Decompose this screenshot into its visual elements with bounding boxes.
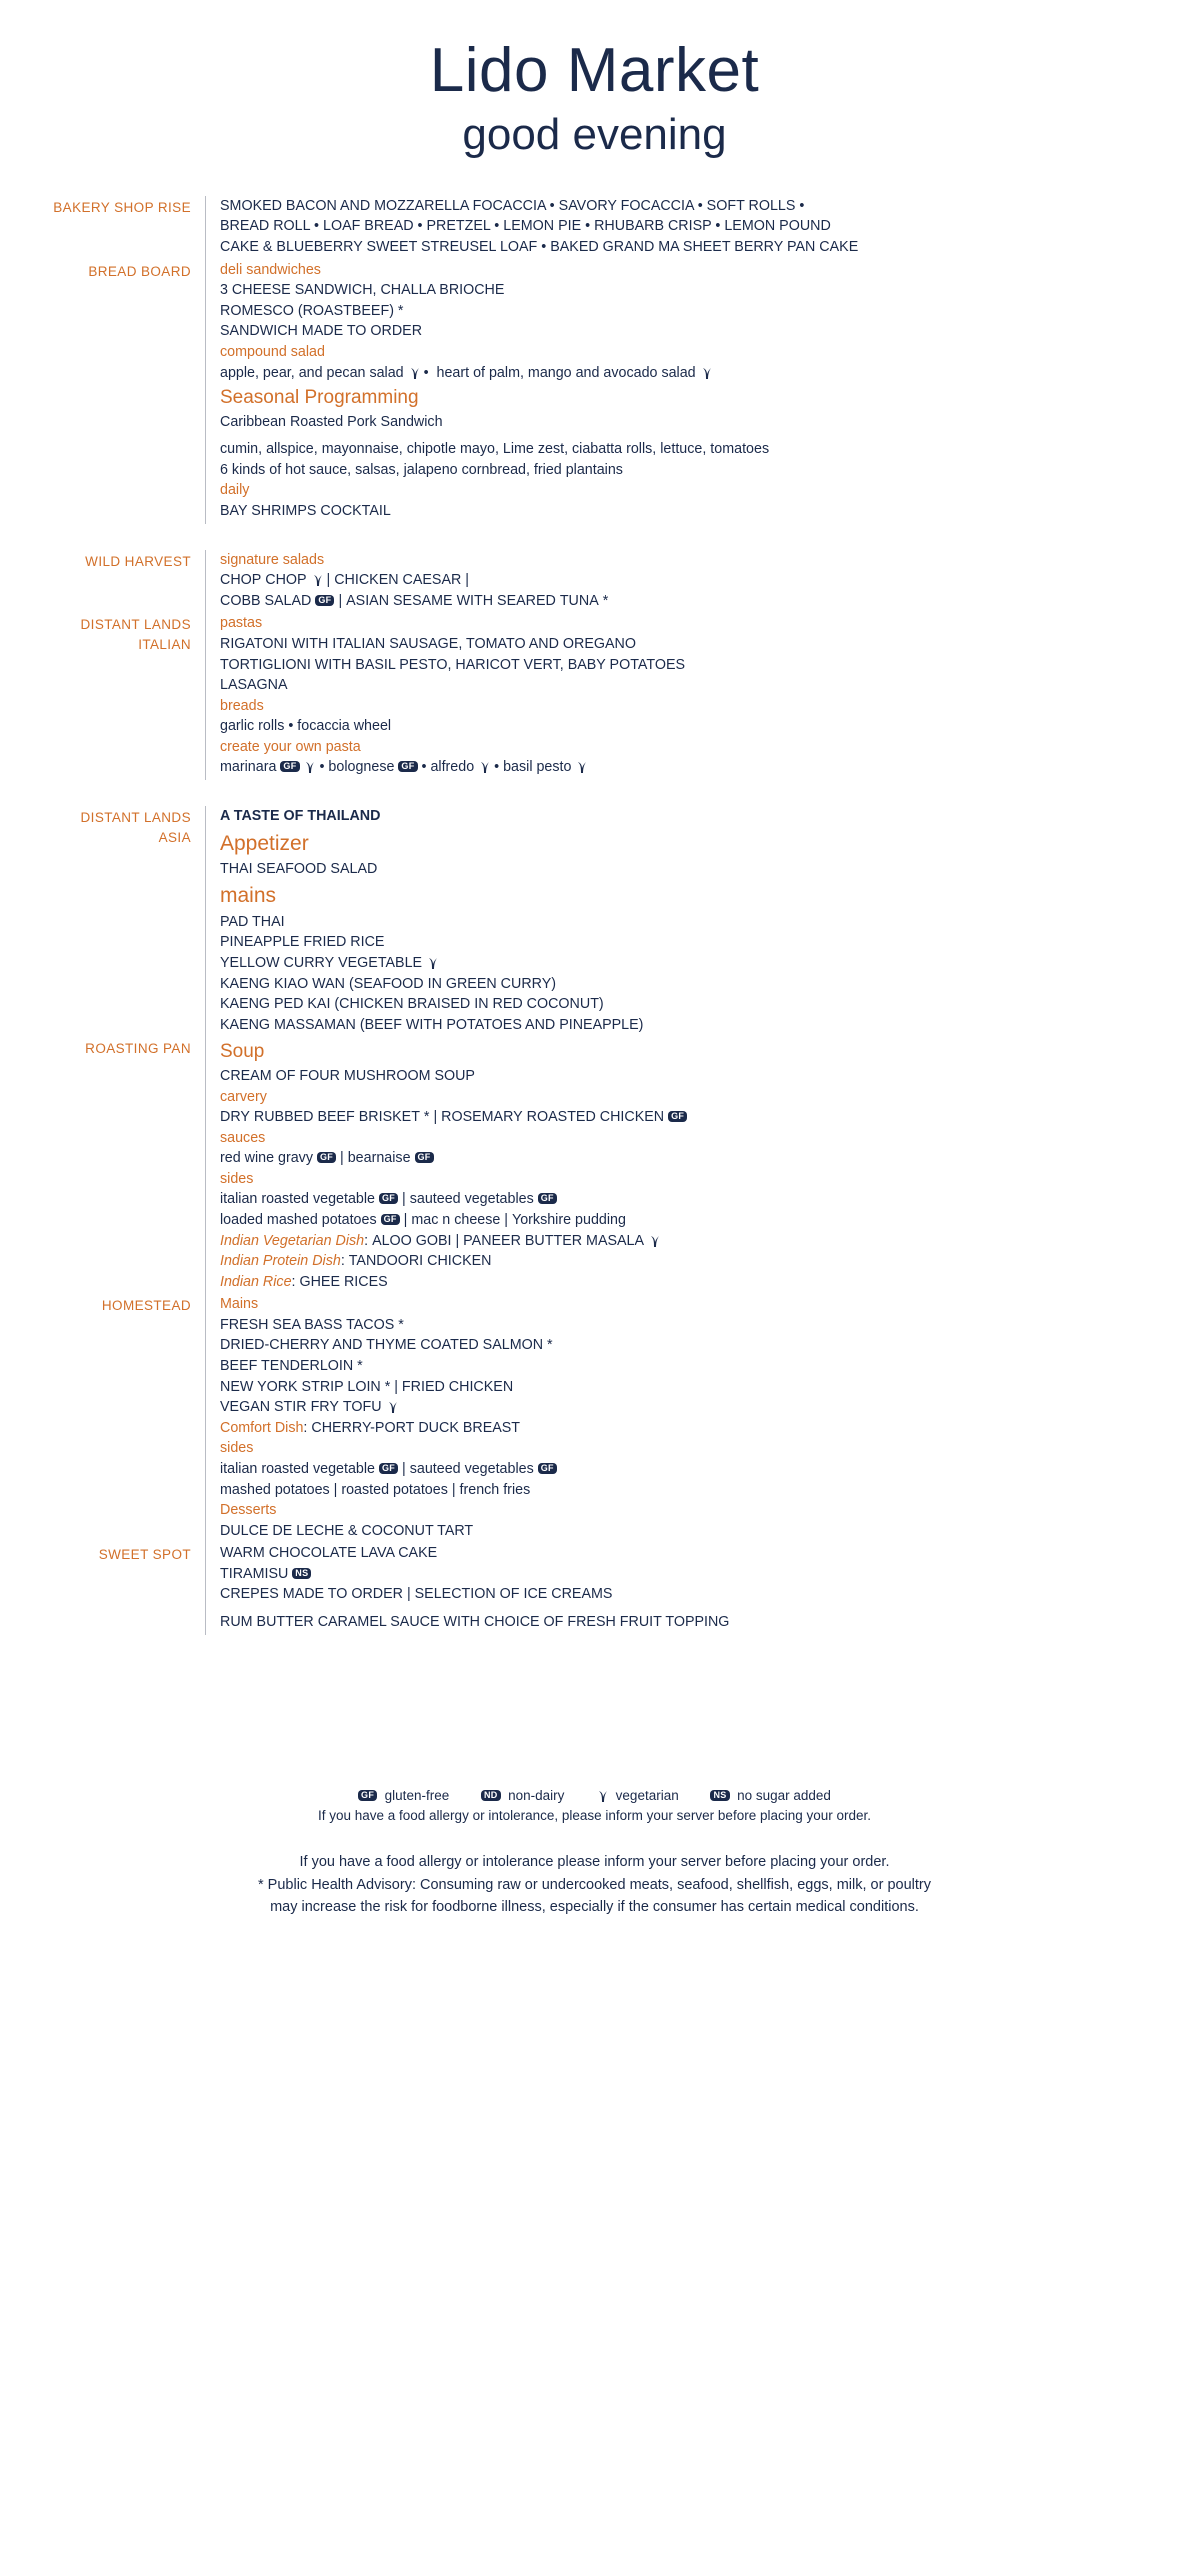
menu-section bbox=[0, 260, 1189, 524]
section-label-line: BREAD BOARD bbox=[88, 263, 191, 279]
menu-item: BREAD ROLL • LOAF BREAD • PRETZEL • LEMON PIE • RHUBARB CRISP • LEMON POUND bbox=[220, 218, 831, 235]
vegetarian-icon bbox=[303, 760, 315, 773]
menu-section bbox=[0, 1294, 1189, 1543]
section-label bbox=[0, 1294, 205, 1543]
menu-category: Soup bbox=[220, 1041, 265, 1063]
menu-category: carvery bbox=[220, 1088, 267, 1105]
menu-category: Desserts bbox=[220, 1502, 277, 1519]
legend-non-dairy: ND non-dairy bbox=[481, 1788, 564, 1803]
section-label-line: DISTANT LANDS bbox=[80, 809, 191, 825]
menu-item: garlic rolls • focaccia wheel bbox=[220, 718, 392, 735]
gluten-free-icon: GF bbox=[358, 1790, 377, 1801]
menu-item: TORTIGLIONI WITH BASIL PESTO, HARICOT VERT, BABY POTATOES bbox=[220, 656, 686, 673]
menu-item: SANDWICH MADE TO ORDER bbox=[220, 323, 423, 340]
menu-item: apple, pear, and pecan salad • heart of palm, mango and avocado salad bbox=[220, 363, 1189, 384]
gluten-free-icon: GF bbox=[398, 761, 417, 772]
menu-section bbox=[0, 196, 1189, 260]
menu-item: VEGAN STIR FRY TOFU bbox=[220, 1397, 1189, 1418]
menu-item: 6 kinds of hot sauce, salsas, jalapeno cornbread, fried plantains bbox=[220, 461, 623, 478]
section-body bbox=[205, 196, 1189, 260]
section-body bbox=[205, 613, 1189, 780]
footer-line-1: If you have a food allergy or intolerance please inform your server before placing your order. bbox=[299, 1854, 890, 1871]
menu-item: Indian Vegetarian Dish: ALOO GOBI | PANEER BUTTER MASALA bbox=[220, 1231, 1189, 1252]
vegetarian-icon bbox=[311, 573, 323, 586]
menu-section bbox=[0, 613, 1189, 780]
legend-allergy-note: If you have a food allergy or intolerance, please inform your server before placing your order. bbox=[317, 1808, 872, 1824]
menu-item: WARM CHOCOLATE LAVA CAKE bbox=[220, 1545, 438, 1562]
menu-category: pastas bbox=[220, 615, 263, 632]
menu-item: COBB SALAD GF | ASIAN SESAME WITH SEARED TUNA * bbox=[220, 592, 609, 609]
menu-section bbox=[0, 806, 1189, 1037]
gluten-free-icon: GF bbox=[379, 1193, 398, 1204]
section-label-line: WILD HARVEST bbox=[85, 553, 191, 569]
menu-item: PAD THAI bbox=[220, 913, 285, 930]
section-body bbox=[205, 1037, 1189, 1294]
gluten-free-icon: GF bbox=[415, 1152, 434, 1163]
vegetarian-icon bbox=[478, 760, 490, 773]
menu-item: Indian Protein Dish: TANDOORI CHICKEN bbox=[220, 1253, 492, 1270]
section-label bbox=[0, 1037, 205, 1294]
menu-item: cumin, allspice, mayonnaise, chipotle mayo, Lime zest, ciabatta rolls, lettuce, tomatoes bbox=[220, 441, 770, 458]
menu-item: FRESH SEA BASS TACOS * bbox=[220, 1316, 404, 1333]
vegetarian-icon bbox=[700, 366, 712, 379]
section-label-line: DISTANT LANDS bbox=[80, 617, 191, 633]
menu-category: mains bbox=[220, 884, 277, 908]
gluten-free-icon: GF bbox=[280, 761, 299, 772]
menu-item: YELLOW CURRY VEGETABLE bbox=[220, 953, 1189, 974]
menu-category: sauces bbox=[220, 1129, 266, 1146]
section-label-line: BAKERY SHOP RISE bbox=[53, 199, 191, 215]
gluten-free-icon: GF bbox=[538, 1193, 557, 1204]
menu-item: NEW YORK STRIP LOIN * | FRIED CHICKEN bbox=[220, 1378, 514, 1395]
menu-item: SMOKED BACON AND MOZZARELLA FOCACCIA • SAVORY FOCACCIA • SOFT ROLLS • bbox=[220, 197, 805, 214]
menu-item: italian roasted vegetable GF | sauteed vegetables GF bbox=[220, 1459, 1189, 1480]
menu-item: LASAGNA bbox=[220, 677, 288, 694]
section-label-line: ASIA bbox=[158, 829, 191, 845]
vegetarian-icon bbox=[426, 956, 438, 969]
menu-item: RIGATONI WITH ITALIAN SAUSAGE, TOMATO AND OREGANO bbox=[220, 635, 636, 652]
vegetarian-icon bbox=[386, 1400, 398, 1413]
menu-item: red wine gravy GF | bearnaise GF bbox=[220, 1148, 1189, 1169]
menu-item: CHOP CHOP | CHICKEN CAESAR | bbox=[220, 572, 470, 589]
section-gap bbox=[0, 524, 1189, 550]
menu-item: Indian Rice: GHEE RICES bbox=[220, 1273, 388, 1290]
gluten-free-icon: GF bbox=[668, 1111, 687, 1122]
menu-item: RUM BUTTER CARAMEL SAUCE WITH CHOICE OF FRESH FRUIT TOPPING bbox=[220, 1613, 730, 1630]
no-sugar-added-icon: NS bbox=[292, 1568, 311, 1579]
page-title: Lido Market bbox=[429, 36, 760, 105]
menu-item: 3 CHEESE SANDWICH, CHALLA BRIOCHE bbox=[220, 282, 505, 299]
page-subtitle: good evening bbox=[462, 110, 727, 160]
menu-item: KAENG PED KAI (CHICKEN BRAISED IN RED COCONUT) bbox=[220, 996, 604, 1013]
legend-no-sugar-added: NS no sugar added bbox=[710, 1788, 830, 1803]
section-label bbox=[0, 260, 205, 524]
menu-header bbox=[0, 0, 1189, 162]
legend-vegetarian: vegetarian bbox=[596, 1788, 679, 1803]
vegetarian-icon bbox=[575, 760, 587, 773]
non-dairy-icon: ND bbox=[481, 1790, 501, 1801]
menu-item: KAENG KIAO WAN (SEAFOOD IN GREEN CURRY) bbox=[220, 975, 557, 992]
menu-item: Caribbean Roasted Pork Sandwich bbox=[220, 413, 443, 430]
section-body bbox=[205, 1543, 1189, 1634]
menu-item: BAY SHRIMPS COCKTAIL bbox=[220, 503, 391, 520]
gluten-free-icon: GF bbox=[381, 1214, 400, 1225]
menu-item: CREAM OF FOUR MUSHROOM SOUP bbox=[220, 1067, 475, 1084]
menu-item: DRY RUBBED BEEF BRISKET * | ROSEMARY ROASTED CHICKEN GF bbox=[220, 1107, 1189, 1128]
menu-section bbox=[0, 1037, 1189, 1294]
section-label bbox=[0, 806, 205, 1037]
section-body bbox=[205, 806, 1189, 1037]
menu-category: sides bbox=[220, 1170, 254, 1187]
menu-item: TIRAMISU NS bbox=[220, 1564, 1189, 1585]
spacer bbox=[220, 1605, 1189, 1612]
menu-category: Appetizer bbox=[220, 831, 309, 855]
menu-item: CAKE & BLUEBERRY SWEET STREUSEL LOAF • BAKED GRAND MA SHEET BERRY PAN CAKE bbox=[220, 239, 859, 256]
menu-category: signature salads bbox=[220, 551, 325, 568]
vegetarian-icon bbox=[648, 1234, 660, 1247]
section-label bbox=[0, 613, 205, 780]
section-body bbox=[205, 1294, 1189, 1543]
section-gap bbox=[0, 780, 1189, 806]
menu-item: CREPES MADE TO ORDER | SELECTION OF ICE CREAMS bbox=[220, 1586, 613, 1603]
menu-item: DRIED-CHERRY AND THYME COATED SALMON * bbox=[220, 1337, 553, 1354]
menu-heading: A TASTE OF THAILAND bbox=[220, 807, 381, 824]
footer-advisory bbox=[0, 1851, 1189, 1918]
section-body bbox=[205, 550, 1189, 614]
menu-item: loaded mashed potatoes GF | mac n cheese | Yorkshire pudding bbox=[220, 1211, 626, 1228]
menu-item: Comfort Dish: CHERRY-PORT DUCK BREAST bbox=[220, 1419, 521, 1436]
menu-category: compound salad bbox=[220, 343, 325, 360]
menu-item: BEEF TENDERLOIN * bbox=[220, 1358, 363, 1375]
section-label-line: SWEET SPOT bbox=[98, 1547, 191, 1563]
gluten-free-icon: GF bbox=[538, 1463, 557, 1474]
menu-item: marinara GF • bolognese GF • alfredo • basil pesto bbox=[220, 757, 1189, 778]
menu-category: Seasonal Programming bbox=[220, 387, 419, 409]
menu-category: daily bbox=[220, 482, 250, 499]
section-label bbox=[0, 550, 205, 614]
menu-category: breads bbox=[220, 697, 264, 714]
gluten-free-icon: GF bbox=[379, 1463, 398, 1474]
menu-item: ROMESCO (ROASTBEEF) * bbox=[220, 302, 404, 319]
gluten-free-icon: GF bbox=[315, 595, 334, 606]
menu-category: sides bbox=[220, 1440, 254, 1457]
menu-item: mashed potatoes | roasted potatoes | french fries bbox=[220, 1481, 531, 1498]
legend-row bbox=[0, 1785, 1189, 1807]
spacer bbox=[220, 432, 1189, 439]
footer-line-2: * Public Health Advisory: Consuming raw or undercooked meats, seafood, shellfish, eggs, milk, or poultry bbox=[258, 1876, 931, 1893]
section-label-line: ROASTING PAN bbox=[85, 1041, 191, 1057]
menu-footer bbox=[0, 1785, 1189, 1919]
menu-category: deli sandwiches bbox=[220, 261, 321, 278]
menu-item: DULCE DE LECHE & COCONUT TART bbox=[220, 1522, 474, 1539]
section-label-line: HOMESTEAD bbox=[101, 1298, 191, 1314]
gluten-free-icon: GF bbox=[317, 1152, 336, 1163]
footer-line-3: may increase the risk for foodborne illness, especially if the consumer has certain medical conditions. bbox=[270, 1899, 919, 1916]
menu-item: PINEAPPLE FRIED RICE bbox=[220, 934, 385, 951]
menu-category: Mains bbox=[220, 1296, 259, 1313]
no-sugar-added-icon: NS bbox=[710, 1790, 729, 1801]
vegetarian-icon bbox=[408, 366, 420, 379]
vegetarian-icon bbox=[596, 1789, 608, 1802]
menu-item: KAENG MASSAMAN (BEEF WITH POTATOES AND PINEAPPLE) bbox=[220, 1016, 644, 1033]
menu-sections bbox=[0, 196, 1189, 1635]
section-label bbox=[0, 196, 205, 260]
menu-section bbox=[0, 550, 1189, 614]
legend-gluten-free: GF gluten-free bbox=[358, 1788, 449, 1803]
menu-item: italian roasted vegetable GF | sauteed vegetables GF bbox=[220, 1189, 1189, 1210]
section-label-line: ITALIAN bbox=[138, 636, 191, 652]
menu-section bbox=[0, 1543, 1189, 1634]
section-label bbox=[0, 1543, 205, 1634]
section-body bbox=[205, 260, 1189, 524]
menu-item: THAI SEAFOOD SALAD bbox=[220, 860, 378, 877]
menu-category: create your own pasta bbox=[220, 738, 361, 755]
